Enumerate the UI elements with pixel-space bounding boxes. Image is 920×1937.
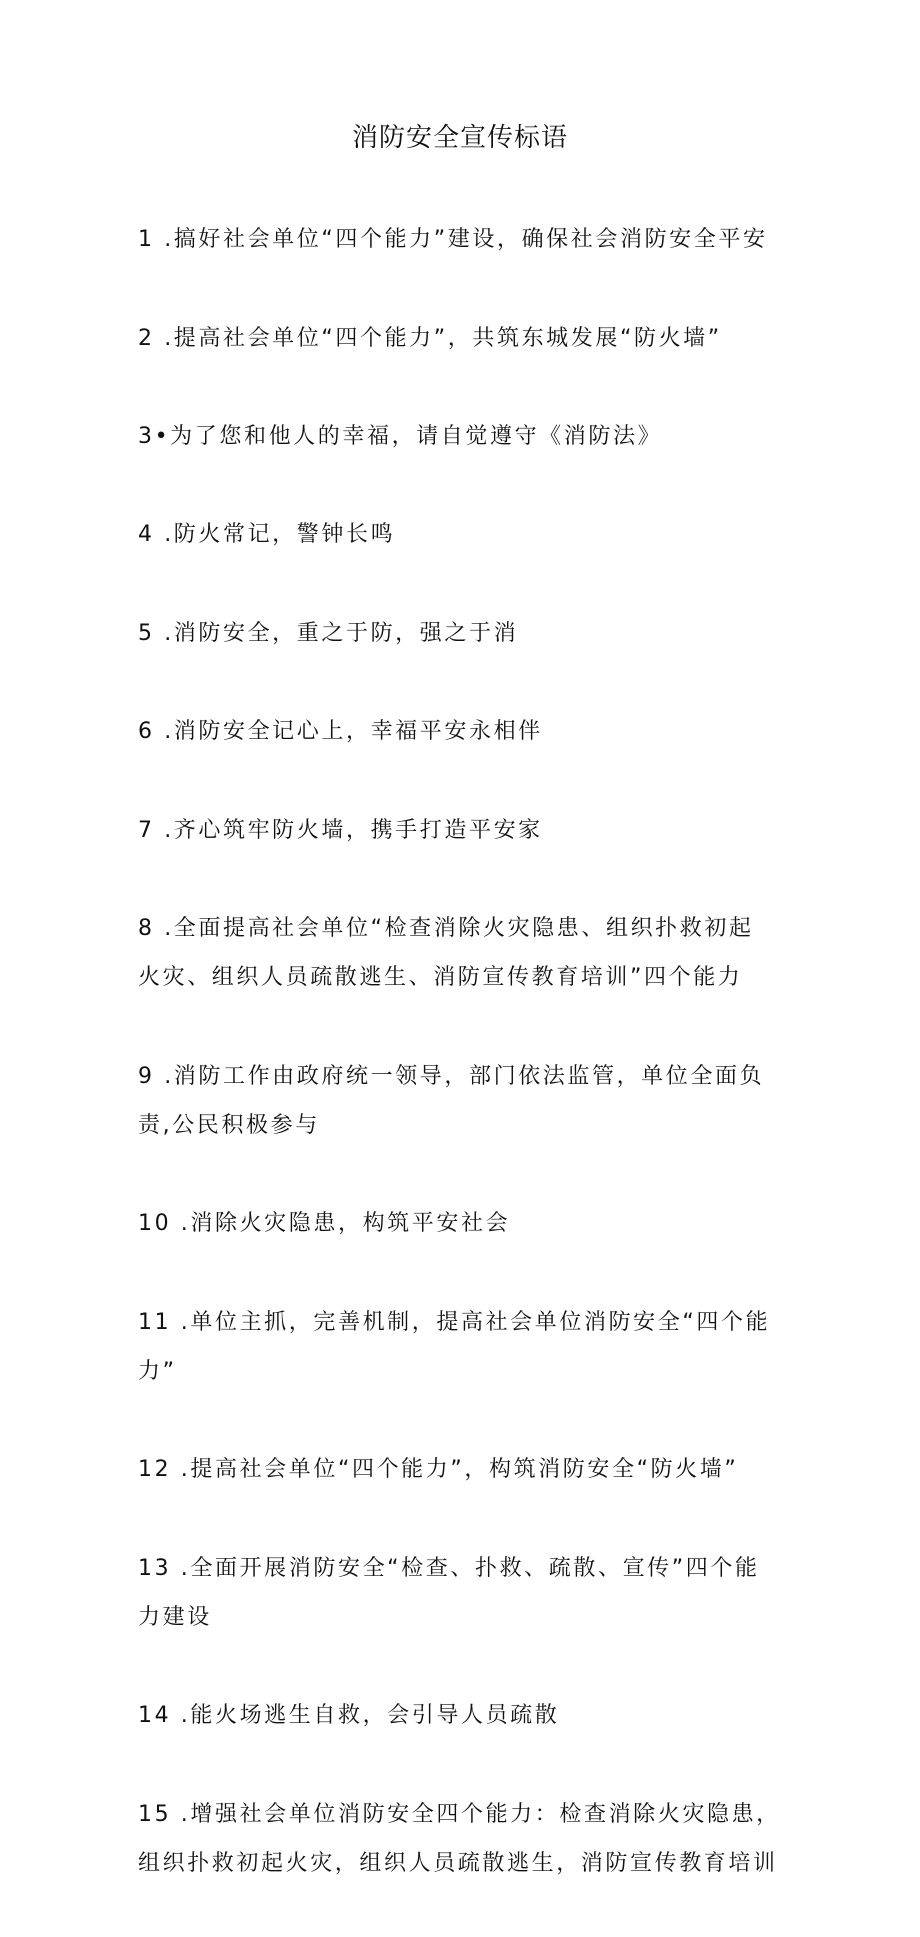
slogan-item-12: 12 .提高社会单位“四个能力”，构筑消防安全“防火墙” bbox=[138, 1457, 739, 1483]
slogan-item-4: 4 .防火常记，警钟长鸣 bbox=[138, 522, 396, 548]
slogan-item-2: 2 .提高社会单位“四个能力”，共筑东城发展“防火墙” bbox=[138, 325, 722, 351]
slogan-item-1: 1 .搞好社会单位“四个能力”建设，确保社会消防安全平安 bbox=[138, 227, 768, 253]
slogan-list bbox=[138, 166, 798, 1937]
slogan-item-13: 13 .全面开展消防安全“检查、扑救、疏散、宣传”四个能 力建设 bbox=[138, 1555, 760, 1630]
slogan-item-7: 7 .齐心筑牢防火墙，携手打造平安家 bbox=[138, 817, 543, 843]
slogan-item-9: 9 .消防工作由政府统一领导，部门依法监管，单位全面负 责,公民积极参与 bbox=[138, 1063, 765, 1138]
slogan-item-10: 10 .消除火灾隐患，构筑平安社会 bbox=[138, 1211, 511, 1237]
slogan-item-14: 14 .能火场逃生自救，会引导人员疏散 bbox=[138, 1703, 560, 1729]
slogan-item-5: 5 .消防安全，重之于防，强之于消 bbox=[138, 620, 519, 646]
slogan-item-8: 8 .全面提高社会单位“检查消除火灾隐患、组织扑救初起 火灾、组织人员疏散逃生、消防宣传教育培训”四个能力 bbox=[138, 916, 754, 991]
slogan-item-15: 15 .增强社会单位消防安全四个能力：检查消除火灾隐患， 组织扑救初起火灾，组织人员疏散逃生，消防宣传教育培训 bbox=[138, 1801, 781, 1876]
document-title: 消防安全宣传标语 bbox=[351, 123, 568, 153]
slogan-item-3: 3•为了您和他人的幸福，请自觉遵守《消防法》 bbox=[138, 424, 663, 450]
slogan-item-6: 6 .消防安全记心上，幸福平安永相伴 bbox=[138, 719, 543, 745]
slogan-item-11: 11 .单位主抓，完善机制，提高社会单位消防安全“四个能 力” bbox=[138, 1309, 771, 1384]
